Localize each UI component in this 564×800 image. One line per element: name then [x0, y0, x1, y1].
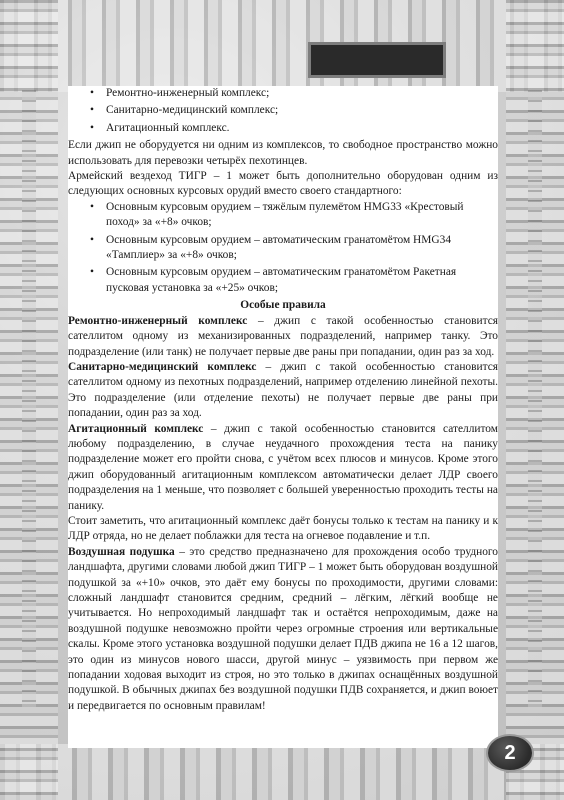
rule-term: Санитарно-медицинский комплекс: [68, 360, 257, 373]
list-item: • Основным курсовым орудием – тяжёлым пулемётом HMG33 «Крестовый поход» за «+8» очков;: [90, 200, 498, 231]
document-body: [68, 86, 498, 748]
title-plate: [308, 42, 446, 78]
special-rules-heading: Особые правила: [240, 299, 326, 312]
list-item: • Основным курсовым орудием – автоматическим гранатомётом Ракетная пусковая установка за «+25» очков;: [90, 265, 498, 296]
rule-agitation: [68, 422, 498, 514]
rule-repair: [68, 314, 498, 360]
complex-list: [68, 86, 498, 136]
page-number-badge: 2: [486, 734, 534, 772]
rule-term: Воздушная подушка: [68, 545, 175, 558]
list-item: • Основным курсовым орудием – автоматическим гранатомётом HMG34 «Тамплиер» за «+8» очков;: [90, 233, 498, 264]
rule-term: Агитационный комплекс: [68, 422, 204, 435]
note-paragraph: Стоит заметить, что агитационный комплекс даёт бонусы только к тестам на панику и к ЛДР отряда, но не делает поблажки для теста на огневое подавление и т.п.: [68, 514, 498, 543]
rule-text: – джип с такой особенностью становится сателлитом одному из пехотных подразделений, например отделению линейной пехоты. Это подразделение (или отделение пехоты) не получает первые две раны при попадании, один раз за ход.: [68, 360, 498, 420]
rule-air-cushion: [68, 545, 498, 714]
list-item: • Санитарно-медицинский комплекс;: [90, 103, 498, 118]
rule-term: Ремонтно-инженерный комплекс: [68, 314, 248, 327]
rule-text: – джип с такой особенностью становится сателлитом любому подразделению, в случае неудачного прохождения теста на панику подразделение может его пройти снова, с учётом всех плюсов и минусов. Кроме этого джип оборудованный агитационным комплексом автоматически делает ЛДР своего подразделения на 1 меньше, что позволяет с большей уверенностью проходить тесты на панику.: [68, 422, 498, 512]
paragraph-no-equipment: Если джип не оборудуется ни одним из комплексов, то свободное пространство можно использовать для перевозки четырёх пехотинцев.: [68, 139, 498, 167]
rule-text: – джип с такой особенностью становится сателлитом одному из механизированных подразделений, например танку. Это подразделение (или танк) не получает первые две раны при попадании, один раз за ход.: [68, 314, 499, 358]
right-rivet-strip: [528, 90, 542, 710]
frame-top-decoration: [0, 0, 564, 92]
frame-bottom-decoration: [0, 744, 564, 800]
list-item: • Агитационный комплекс.: [90, 121, 498, 136]
rule-text: – это средство предназначено для прохождения особо трудного ландшафта, другими словами любой джип ТИГР – 1 может быть оборудован воздушной подушкой за «+10» очков, это даёт ему бонусы по проходимости, другими словами: сложный ландшафт становится средним, средний – лёгким, лёгкий вообще не учитывается. Но непроходимый ландшафт так и остаётся непроходимым, даже на воздушной подушке невозможно пройти через огромные строения или вертикальные скалы. Кроме этого установка воздушной подушки делает ПДВ джипа не 16 а 12 шагов, это один из минусов нового шасси, другой минус – уязвимость при первом же попадании ходовая выходит из строя, но это только в джипах оснащённых воздушной подушкой. В обычных джипах без воздушной подушки ПДВ сохраняется, и джип воюет и передвигается по основным правилам!: [68, 545, 498, 712]
weapon-list: [68, 200, 498, 296]
list-item: • Ремонтно-инженерный комплекс;: [90, 86, 498, 101]
paragraph-tigr-weapons: Армейский вездеход ТИГР – 1 может быть дополнительно оборудован одним из следующих основных курсовых орудий вместо своего стандартного:: [68, 170, 498, 198]
rule-medical: [68, 360, 498, 422]
left-rivet-strip: [22, 90, 36, 710]
